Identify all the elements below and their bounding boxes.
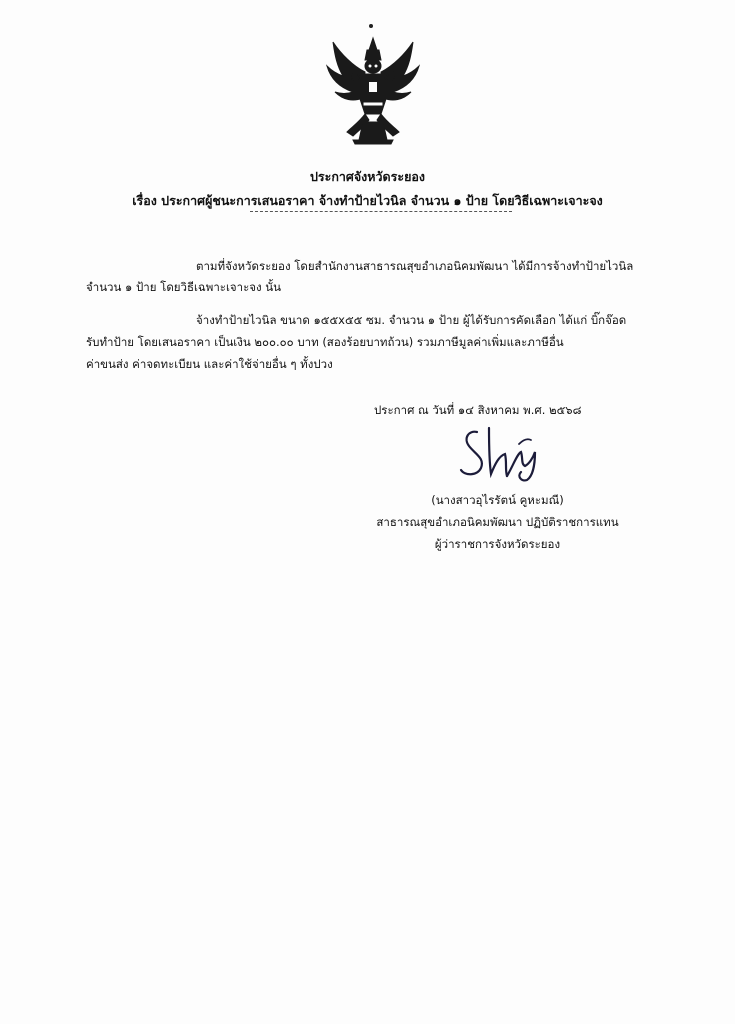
signer-position-1: สาธารณสุขอำเภอนิคมพัฒนา ปฏิบัติราชการแทน (376, 515, 619, 529)
scan-dot (369, 24, 373, 28)
title-separator (250, 211, 512, 212)
paragraph-1-line-1: ตามที่จังหวัดระยอง โดยสำนักงานสาธารณสุขอำเภอนิคมพัฒนา ได้มีการจ้างทำป้ายไวนิล (196, 259, 634, 273)
paragraph-2-line-2: รับทำป้าย โดยเสนอราคา เป็นเงิน ๒๐๐.๐๐ บาท (สองร้อยบาทถ้วน) รวมภาษีมูลค่าเพิ่มและภาษีอื่น (86, 335, 564, 349)
signer-name: (นางสาวอุไรรัตน์ คูหะมณี) (431, 493, 564, 507)
paragraph-2-line-1: จ้างทำป้ายไวนิล ขนาด ๑๕๕x๕๕ ซม. จำนวน ๑ ป้าย ผู้ได้รับการคัดเลือก ได้แก่ บิ๊กจ๊อด (196, 313, 627, 327)
signer-position-2: ผู้ว่าราชการจังหวัดระยอง (434, 537, 561, 551)
signature-icon (455, 424, 545, 482)
garuda-emblem-icon (323, 36, 423, 146)
document-subject: เรื่อง ประกาศผู้ชนะการเสนอราคา จ้างทำป้ายไวนิล จำนวน ๑ ป้าย โดยวิธีเฉพาะเจาะจง (132, 193, 603, 208)
paragraph-1-line-2: จำนวน ๑ ป้าย โดยวิธีเฉพาะเจาะจง นั้น (86, 280, 282, 294)
paragraph-2-line-3: ค่าขนส่ง ค่าจดทะเบียน และค่าใช้จ่ายอื่น ๆ ทั้งปวง (86, 357, 333, 371)
document-title: ประกาศจังหวัดระยอง (309, 169, 426, 184)
announce-date: ประกาศ ณ วันที่ ๑๔ สิงหาคม พ.ศ. ๒๕๖๘ (374, 403, 582, 417)
